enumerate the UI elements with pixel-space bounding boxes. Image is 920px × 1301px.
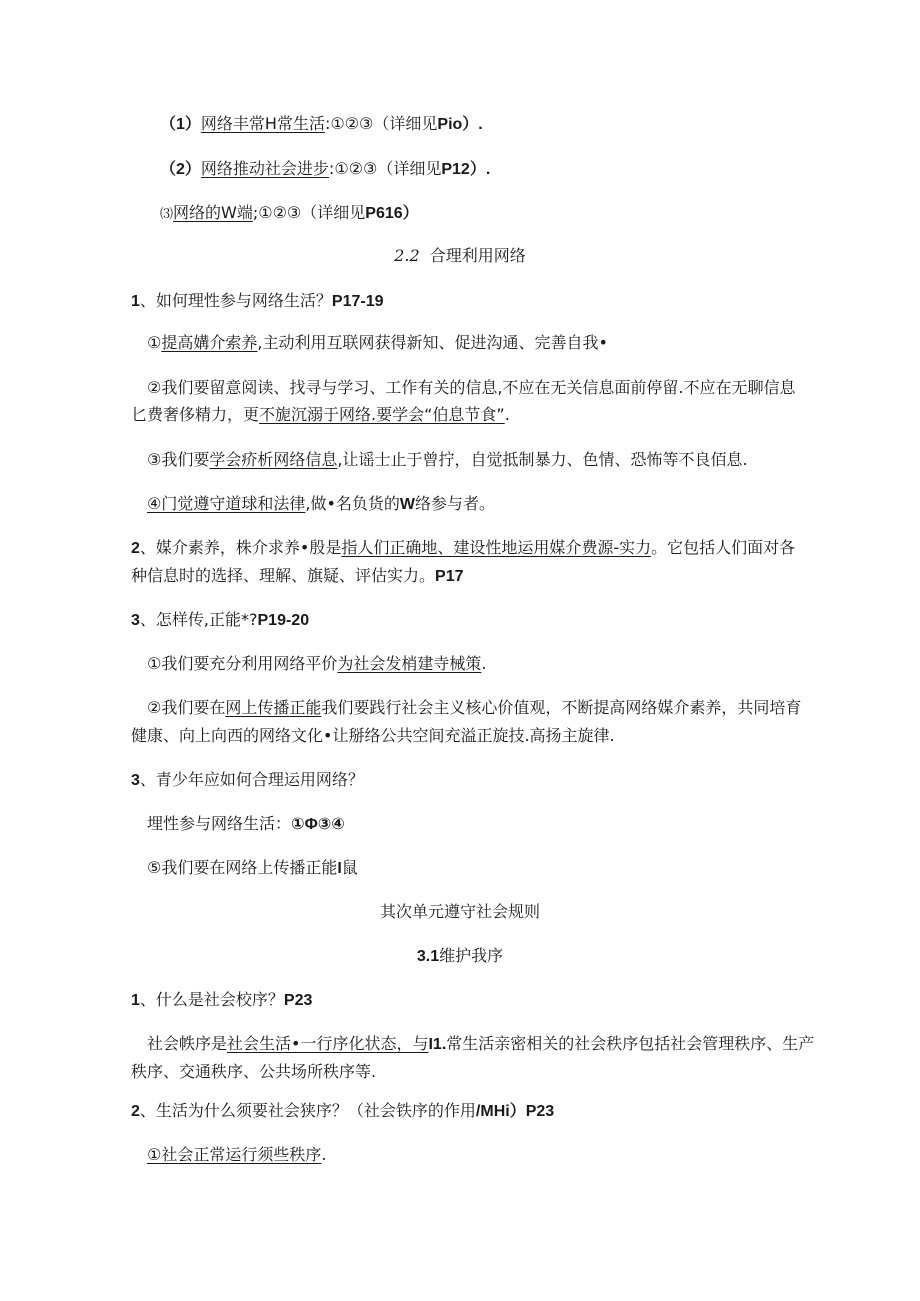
section-title: 维护我序: [439, 946, 504, 965]
question-1-heading: [131, 291, 384, 312]
underlined-key-phrase: 网络丰常H常生活: [200, 114, 325, 133]
answer-text-tail: 鼠: [341, 858, 358, 877]
list-marker: ①: [147, 333, 162, 352]
question-text: 、怎样传,正能*?: [139, 610, 258, 629]
trailing-punct: .: [504, 405, 510, 424]
question-number: 3: [131, 612, 140, 629]
answer-3b-line2: [131, 726, 615, 746]
question-text: 、如何理性参与网络生活？: [139, 291, 332, 310]
answer-text: ,做•名负货的: [305, 494, 400, 513]
underlined-key-phrase: 学会疥析网络信息: [209, 450, 338, 469]
question-text: 、什么是社会校序？: [139, 990, 284, 1009]
page-reference: P23: [283, 992, 313, 1009]
section-number: 3.1: [416, 948, 440, 965]
question-number: 2: [131, 1103, 140, 1120]
underlined-key-phrase: 社会生活•一行序化状态，与: [227, 1034, 429, 1053]
underlined-key-phrase: ④门觉遵守道球和法律: [147, 494, 306, 513]
answer-1d: [147, 494, 495, 515]
question-text-tail: 。它包括人们面对各: [651, 538, 796, 557]
answer-text: ③我们要: [147, 450, 210, 469]
answer-text: ②我们要在: [147, 698, 226, 717]
outline-item-3: [160, 203, 419, 225]
outline-item-1: [160, 114, 483, 135]
section-title: 合理利用网络: [429, 246, 526, 265]
question-6-heading: [131, 1101, 554, 1122]
answer-4a: [147, 814, 345, 835]
question-5-heading: [131, 990, 312, 1011]
underlined-key-phrase: 网络的W端: [173, 203, 253, 222]
unit-heading: [0, 902, 920, 922]
question-3-heading: [131, 610, 309, 631]
question-number: 2: [131, 540, 140, 557]
answer-text: 埋性参与网络生活：: [147, 814, 292, 833]
question-4-heading: [131, 770, 364, 791]
answer-1c: [147, 450, 748, 470]
item-number: ⑶: [160, 207, 174, 222]
trailing-punct: .: [321, 1145, 327, 1164]
underlined-key-phrase: 指人们正确地、建设性地运用媒介费源-实力: [341, 538, 652, 557]
answer-text: ②我们要留意阅读、找寻与学习、工作有关的信息,不应在无关信息面前停留.不应在无聊信息: [147, 378, 796, 397]
trailing-punct: .: [481, 654, 487, 673]
answer-text: 健康、向上向西的网络文化•让掰络公共空间充溢正旋技.高扬主旋律.: [131, 726, 615, 745]
answer-text-rest: 我们要践行社会主义核心价值观，不断提高网络媒介素养，共同培育: [321, 698, 802, 717]
question-text: 、生活为什么须要社会狭序？（社会铁序的作用: [139, 1101, 476, 1120]
answer-5-line2: [131, 1062, 376, 1082]
question-text: 种信息时的选择、理解、旗疑、评估实力。: [131, 566, 436, 585]
section-number: 2.2: [394, 246, 420, 265]
answer-3a: [147, 654, 486, 674]
outline-item-2: [160, 159, 490, 180]
underlined-key-phrase: 不旎沉溺于网络.要学会“伯息节食”: [259, 405, 505, 424]
page-reference: P19-20: [257, 612, 310, 629]
unit-title: 其次单元遵守社会规则: [379, 902, 540, 921]
underlined-key-phrase: 提高媾介索养: [161, 333, 258, 352]
answer-text-rest: ,让谣士止于曾拧，自觉抵制暴力、色情、恐怖等不良佰息.: [337, 450, 748, 469]
item-text: :①②③（详细见: [324, 114, 438, 133]
item-text: :①②③（详细见: [328, 159, 442, 178]
trailing-punct: .: [478, 116, 483, 133]
answer-text: 匕费奢侈精力，更: [131, 405, 260, 424]
answer-1b-line1: [147, 378, 796, 398]
answer-4b: [147, 858, 358, 879]
question-number: 3: [131, 772, 140, 789]
answer-text: 社会帙序是: [147, 1034, 228, 1053]
underlined-key-phrase: ①社会正常运行须些秩序: [147, 1145, 322, 1164]
item-number: （2）: [160, 161, 201, 178]
answer-text: ①我们要充分利用网络平价: [147, 654, 338, 673]
question-number: 1: [131, 992, 140, 1009]
section-heading-3-1: [0, 946, 920, 967]
answer-1a: [147, 333, 608, 353]
question-number: 1: [131, 293, 140, 310]
answer-3b-line1: [147, 698, 801, 718]
page-reference: Pio）: [437, 116, 479, 133]
underlined-key-phrase: 为社会发梢建寺械策: [337, 654, 482, 673]
page-reference: P17: [435, 568, 464, 585]
question-2-line2: [131, 566, 463, 587]
answer-6a: [147, 1145, 326, 1165]
answer-text-rest: 常生活亲密相关的社会秩序包括社会管理秩序、生产: [446, 1034, 815, 1053]
item-text: ;①②③（详细见: [252, 203, 366, 222]
page-reference: P12）: [441, 161, 486, 178]
answer-1b-line2: [131, 405, 510, 425]
answer-text: 秩序、交通秩序、公共场所秩序等.: [131, 1062, 377, 1081]
item-number: （1）: [160, 116, 201, 133]
question-text: 、媒介素养，株介求养•殷是: [139, 538, 342, 557]
question-text: 、青少年应如何合理运用网络？: [139, 770, 364, 789]
bold-glyph: I: [337, 860, 342, 877]
circled-numbers: ①Φ③④: [291, 816, 345, 833]
underlined-key-phrase: 网上传播正能: [225, 698, 322, 717]
page-reference: P17-19: [331, 293, 384, 310]
answer-text: ⑤我们要在网络上传播正能: [147, 858, 338, 877]
page-reference: /MHi）P23: [475, 1103, 555, 1120]
underlined-key-phrase: 网络推动社会进步: [200, 159, 329, 178]
trailing-punct: .: [485, 161, 491, 178]
bold-glyph: I1.: [428, 1036, 447, 1053]
answer-5-line1: [147, 1034, 814, 1055]
bold-glyph: W: [399, 496, 415, 513]
section-heading-2-2: [0, 246, 920, 266]
answer-text-tail: 络参与者。: [415, 494, 496, 513]
question-2-line1: [131, 538, 795, 559]
page-reference: P616）: [365, 205, 419, 222]
answer-text: ,主动利用互联网获得新知、促进沟通、完善自我•: [257, 333, 608, 352]
